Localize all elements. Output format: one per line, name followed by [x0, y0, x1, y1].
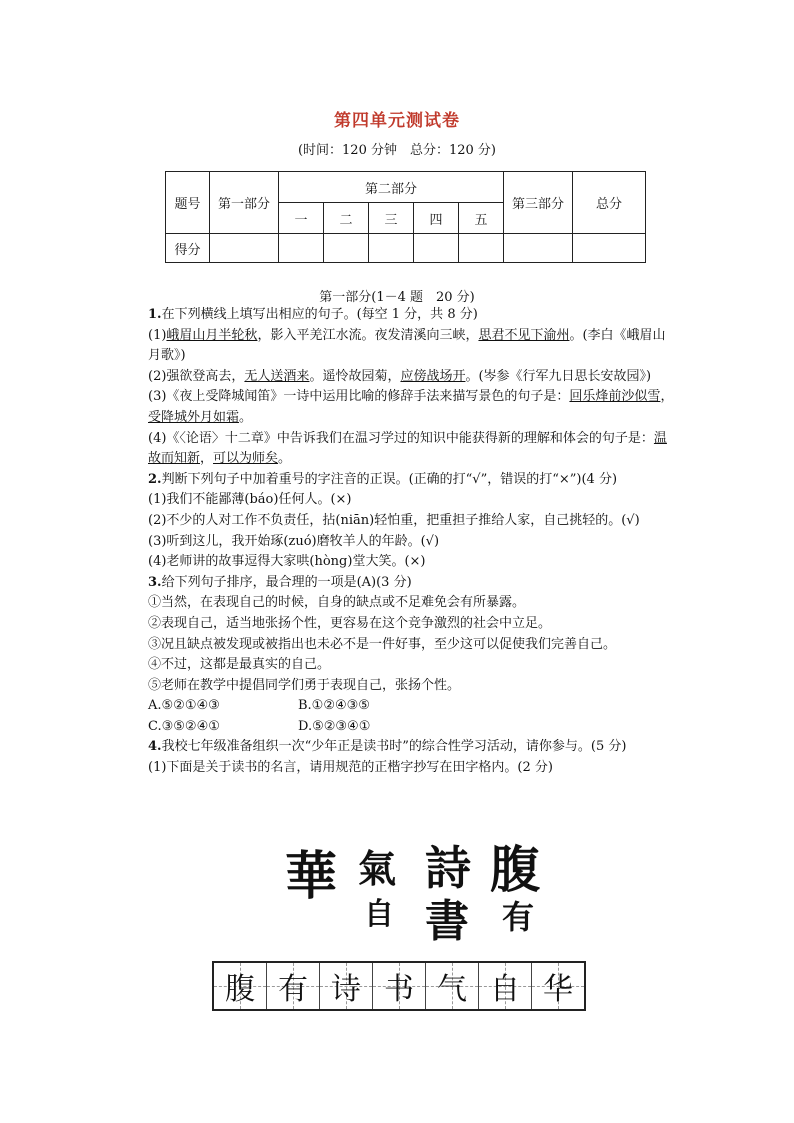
calligraphy-char: 詩	[425, 841, 471, 895]
score-cell[interactable]	[504, 234, 573, 263]
grid-cell[interactable]: 气	[426, 963, 479, 1009]
score-cell[interactable]	[414, 234, 459, 263]
exam-subtitle: (时间：120 分钟 总分：120 分)	[297, 143, 497, 158]
question-3-options	[148, 696, 678, 717]
section-heading: 第一部分(1－4 题 20 分)	[319, 290, 475, 305]
grid-cell[interactable]: 华	[532, 963, 584, 1009]
question-3-options	[148, 717, 678, 738]
calligraphy-char: 有	[502, 898, 535, 936]
question-2-item: (3)听到这儿，我开始琢(zuó)磨牧羊人的年龄。(√)	[148, 533, 440, 549]
question-body	[148, 305, 678, 779]
question-3-sentence: ③况且缺点被发现或被指出也未必不是一件好事，至少这可以促使我们完善自己。	[148, 636, 617, 652]
option-a: A.⑤②①④③	[148, 698, 220, 714]
question-2-item: (2)不少的人对工作不负责任，拈(niān)轻怕重，把重担子推给人家，自己挑轻的。(√)	[148, 512, 640, 528]
calligraphy-char: 自	[364, 897, 394, 932]
question-4-stem: 4.我校七年级准备组织一次“少年正是读书时”的综合性学习活动，请你参与。(5 分)	[148, 739, 627, 755]
question-3-sentence: ②表现自己，适当地张扬个性，更容易在这个竞争激烈的社会中立足。	[148, 615, 552, 631]
calligraphy-char: 書	[425, 896, 469, 944]
score-table-part2: 第二部分	[279, 172, 504, 203]
question-4-sub1: (1)下面是关于读书的名言，请用规范的正楷字抄写在田字格内。(2 分)	[148, 760, 553, 776]
score-table-sub: 二	[324, 203, 369, 234]
question-3-stem: 3.给下列句子排序，最合理的一项是(A)(3 分)	[148, 574, 412, 590]
option-d: D.⑤②③④①	[298, 718, 371, 734]
score-table-total: 总分	[573, 172, 646, 234]
question-1-stem: 1.在下列横线上填写出相应的句子。(每空 1 分，共 8 分)	[148, 307, 478, 322]
score-table-sub: 五	[459, 203, 504, 234]
question-1-item: (1)峨眉山月半轮秋，影入平羌江水流。夜发清溪向三峡，思君不见下渝州。(李白《峨眉山月歌》)	[148, 327, 666, 364]
question-1-item: (3)《夜上受降城闻笛》一诗中运用比喻的修辞手法来描写景色的句子是：回乐烽前沙似雪，受降城外月如霜。	[148, 389, 674, 425]
question-2-item: (4)老师讲的故事逗得大家哄(hòng)堂大笑。(×)	[148, 554, 426, 570]
score-table-part1: 第一部分	[210, 172, 279, 234]
question-2-stem: 2.判断下列句子中加着重号的字注音的正误。(正确的打“√”，错误的打“×”)(4 分)	[148, 471, 618, 487]
grid-cell[interactable]: 诗	[320, 963, 373, 1009]
score-table-part3: 第三部分	[504, 172, 573, 234]
option-b: B.①②④③⑤	[298, 698, 370, 714]
grid-cell[interactable]: 腹	[214, 963, 267, 1009]
score-cell[interactable]	[573, 234, 646, 263]
question-1-item: (4)《〈论语〉十二章》中告诉我们在温习学过的知识中能获得新的理解和体会的句子是：温故而知新，可以为师矣。	[148, 430, 667, 467]
score-cell[interactable]	[369, 234, 414, 263]
question-1-item: (2)强欲登高去，无人送酒来。遥怜故园菊，应傍战场开。(岑参《行军九日思长安故园》)	[148, 368, 652, 384]
score-table-sub: 三	[369, 203, 414, 234]
calligraphy-char: 華	[285, 846, 338, 907]
question-2-item: (1)我们不能鄙薄(báo)任何人。(×)	[148, 492, 352, 508]
option-c: C.③⑤②④①	[148, 718, 220, 734]
question-3-sentence: ①当然，在表现自己的时候，自身的缺点或不足难免会有所暴露。	[148, 595, 526, 611]
score-table-sub: 一	[279, 203, 324, 234]
score-table-defen: 得分	[166, 234, 210, 263]
question-3-sentence: ⑤老师在教学中提倡同学们勇于表现自己，张扬个性。	[148, 677, 461, 693]
score-cell[interactable]	[459, 234, 504, 263]
grid-cell[interactable]: 自	[479, 963, 532, 1009]
grid-cell[interactable]: 有	[267, 963, 320, 1009]
calligraphy-image	[280, 832, 560, 944]
calligraphy-char: 腹	[490, 840, 540, 899]
score-table-tihao: 题号	[166, 172, 210, 234]
grid-cell[interactable]: 书	[373, 963, 426, 1009]
tianzige-grid	[212, 961, 586, 1011]
exam-title: 第四单元测试卷	[334, 111, 460, 131]
score-cell[interactable]	[279, 234, 324, 263]
score-cell[interactable]	[324, 234, 369, 263]
score-table-sub: 四	[414, 203, 459, 234]
score-table	[165, 171, 646, 263]
calligraphy-char: 氣	[358, 846, 397, 891]
score-cell[interactable]	[210, 234, 279, 263]
question-3-sentence: ④不过，这都是最真实的自己。	[148, 657, 331, 673]
